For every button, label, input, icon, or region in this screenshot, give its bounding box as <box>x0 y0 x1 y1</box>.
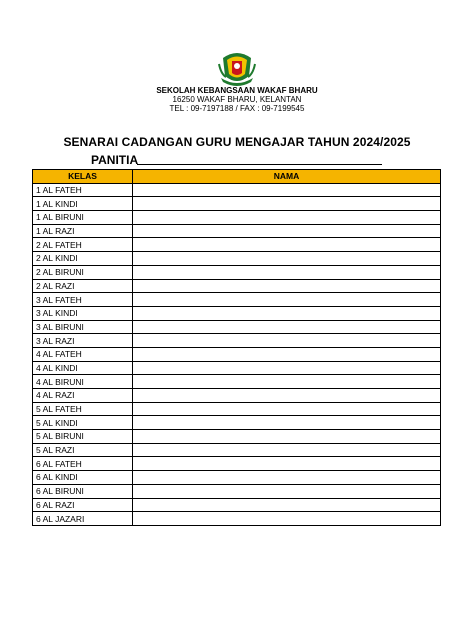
nama-cell[interactable] <box>133 471 441 485</box>
teacher-table <box>32 169 441 526</box>
nama-cell[interactable] <box>133 279 441 293</box>
kelas-cell: 6 AL JAZARI <box>33 512 133 526</box>
nama-cell[interactable] <box>133 320 441 334</box>
kelas-cell: 5 AL KINDI <box>33 416 133 430</box>
nama-cell[interactable] <box>133 498 441 512</box>
kelas-cell: 4 AL BIRUNI <box>33 375 133 389</box>
kelas-cell: 2 AL RAZI <box>33 279 133 293</box>
table-row <box>33 183 441 197</box>
nama-cell[interactable] <box>133 416 441 430</box>
table-row <box>33 457 441 471</box>
table-row <box>33 443 441 457</box>
table-row <box>33 389 441 403</box>
table-row <box>33 279 441 293</box>
panitia-label: PANITIA <box>91 153 139 167</box>
school-crest-icon <box>217 50 257 88</box>
table-row <box>33 320 441 334</box>
table-row <box>33 334 441 348</box>
kelas-cell: 6 AL BIRUNI <box>33 484 133 498</box>
nama-cell[interactable] <box>133 361 441 375</box>
table-row <box>33 197 441 211</box>
kelas-cell: 3 AL KINDI <box>33 306 133 320</box>
school-address: 16250 WAKAF BHARU, KELANTAN <box>172 95 302 104</box>
nama-cell[interactable] <box>133 443 441 457</box>
nama-cell[interactable] <box>133 224 441 238</box>
nama-cell[interactable] <box>133 211 441 225</box>
nama-cell[interactable] <box>133 238 441 252</box>
table-row <box>33 306 441 320</box>
nama-cell[interactable] <box>133 457 441 471</box>
nama-cell[interactable] <box>133 484 441 498</box>
kelas-cell: 6 AL KINDI <box>33 471 133 485</box>
table-row <box>33 265 441 279</box>
kelas-cell: 5 AL RAZI <box>33 443 133 457</box>
kelas-cell: 6 AL RAZI <box>33 498 133 512</box>
table-row <box>33 361 441 375</box>
table-row <box>33 416 441 430</box>
kelas-cell: 4 AL KINDI <box>33 361 133 375</box>
nama-cell[interactable] <box>133 347 441 361</box>
table-header-row <box>33 170 441 184</box>
kelas-cell: 1 AL BIRUNI <box>33 211 133 225</box>
nama-cell[interactable] <box>133 183 441 197</box>
kelas-cell: 6 AL FATEH <box>33 457 133 471</box>
table-row <box>33 238 441 252</box>
nama-cell[interactable] <box>133 252 441 266</box>
nama-cell[interactable] <box>133 197 441 211</box>
kelas-cell: 1 AL KINDI <box>33 197 133 211</box>
table-row <box>33 430 441 444</box>
table-row <box>33 211 441 225</box>
kelas-cell: 3 AL FATEH <box>33 293 133 307</box>
table-row <box>33 224 441 238</box>
nama-cell[interactable] <box>133 402 441 416</box>
kelas-cell: 1 AL FATEH <box>33 183 133 197</box>
kelas-cell: 2 AL KINDI <box>33 252 133 266</box>
nama-cell[interactable] <box>133 430 441 444</box>
school-contact: TEL : 09-7197188 / FAX : 09-7199545 <box>169 104 305 113</box>
school-name: SEKOLAH KEBANGSAAN WAKAF BHARU <box>156 86 318 95</box>
nama-cell[interactable] <box>133 265 441 279</box>
nama-cell[interactable] <box>133 512 441 526</box>
kelas-cell: 5 AL BIRUNI <box>33 430 133 444</box>
table-row <box>33 347 441 361</box>
column-header-kelas: KELAS <box>33 170 133 184</box>
kelas-cell: 4 AL FATEH <box>33 347 133 361</box>
nama-cell[interactable] <box>133 306 441 320</box>
kelas-cell: 2 AL FATEH <box>33 238 133 252</box>
kelas-cell: 3 AL BIRUNI <box>33 320 133 334</box>
column-header-nama: NAMA <box>133 170 441 184</box>
nama-cell[interactable] <box>133 389 441 403</box>
table-row <box>33 484 441 498</box>
table-row <box>33 375 441 389</box>
kelas-cell: 5 AL FATEH <box>33 402 133 416</box>
table-row <box>33 252 441 266</box>
kelas-cell: 4 AL RAZI <box>33 389 133 403</box>
kelas-cell: 1 AL RAZI <box>33 224 133 238</box>
nama-cell[interactable] <box>133 293 441 307</box>
kelas-cell: 3 AL RAZI <box>33 334 133 348</box>
nama-cell[interactable] <box>133 334 441 348</box>
table-row <box>33 512 441 526</box>
table-row <box>33 402 441 416</box>
page-title: SENARAI CADANGAN GURU MENGAJAR TAHUN 2024/2025 <box>63 135 411 149</box>
table-row <box>33 471 441 485</box>
nama-cell[interactable] <box>133 375 441 389</box>
table-row <box>33 293 441 307</box>
table-row <box>33 498 441 512</box>
panitia-field-line <box>137 164 382 165</box>
kelas-cell: 2 AL BIRUNI <box>33 265 133 279</box>
